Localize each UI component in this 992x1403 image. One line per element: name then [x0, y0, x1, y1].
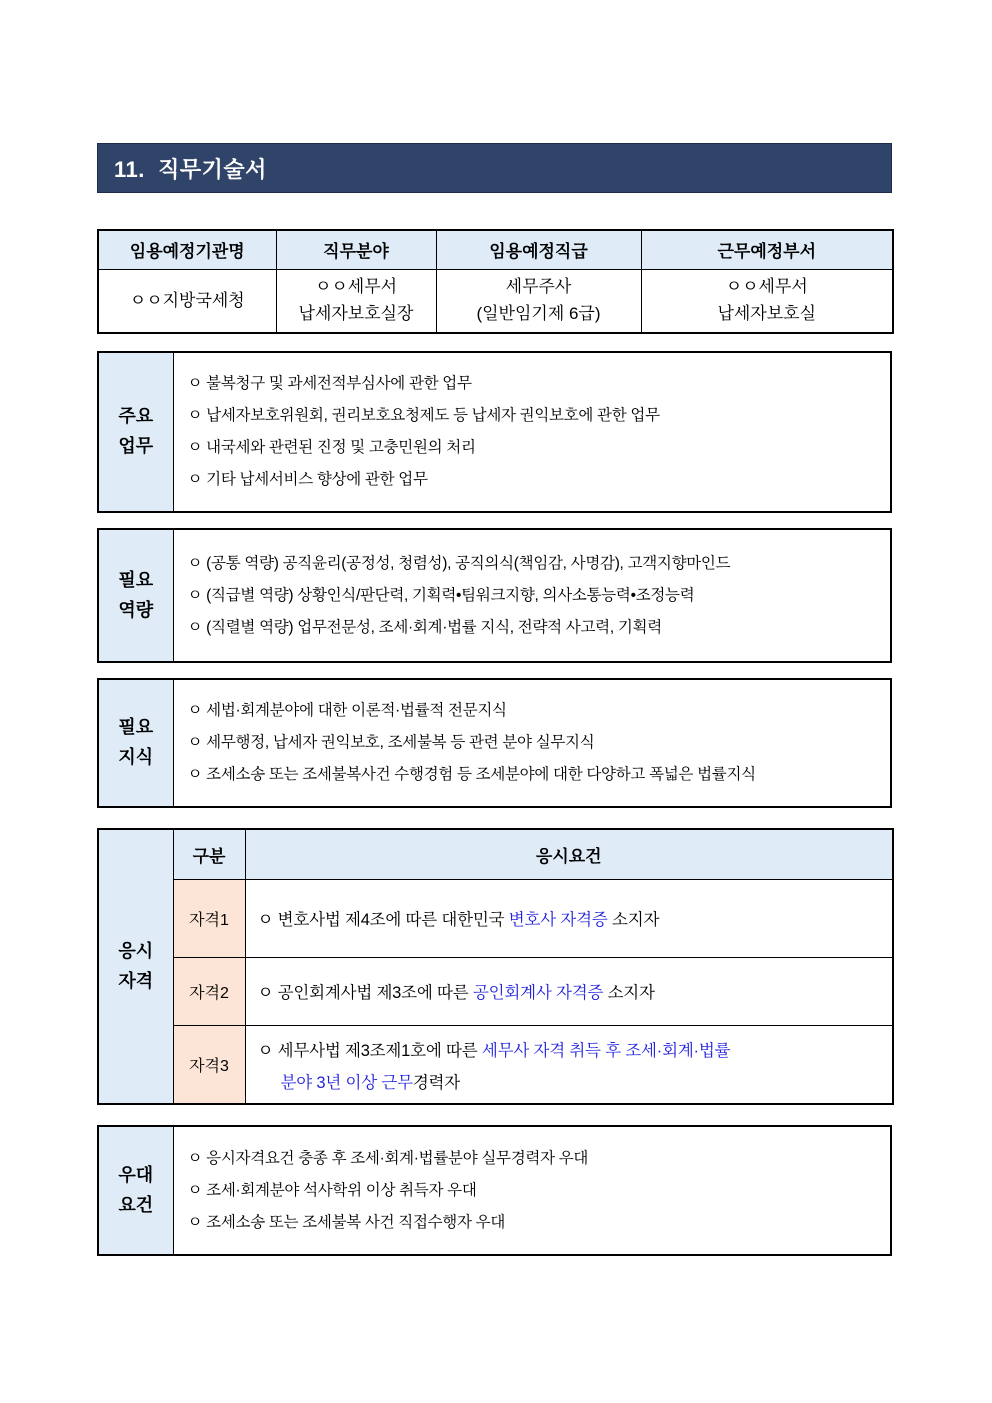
info-cell-department: [641, 269, 893, 333]
main-duties-label: [98, 352, 173, 512]
info-header-row: [98, 230, 893, 269]
preferences-content: [173, 1126, 891, 1255]
info-field-line1: ㅇㅇ세무서: [314, 277, 398, 297]
competencies-label: [98, 529, 173, 662]
req-highlight: 세무사 자격 취득 후 조세·회계·법률: [481, 1042, 731, 1060]
info-header-grade: 임용예정직급: [436, 230, 641, 269]
page-title: 11. 직무기술서: [114, 156, 267, 182]
eligibility-requirement-3: [245, 1025, 893, 1104]
knowledge-label-line1: 필요: [118, 717, 154, 738]
bullet-item: ㅇ (직렬별 역량) 업무전문성, 조세·회계·법률 지식, 전략적 사고력, 기획력: [187, 618, 662, 636]
section-required-competencies: [97, 528, 892, 663]
eligibility-row-1: [98, 879, 893, 957]
req-text: ㅇ 세무사법 제3조제1호에 따른: [257, 1042, 482, 1060]
info-cell-agency: [98, 269, 276, 333]
info-header-agency: 임용예정기관명: [98, 230, 276, 269]
req-text: ㅇ 변호사법 제4조에 따른 대한민국: [257, 911, 509, 929]
bullet-item: ㅇ 조세·회계분야 석사학위 이상 취득자 우대: [187, 1181, 477, 1199]
info-body-row: [98, 269, 893, 333]
eligibility-label-line1: 응시: [118, 940, 154, 961]
info-grade-line2: (일반임기제 6급): [476, 303, 601, 323]
eligibility-col-requirement: 응시요건: [245, 829, 893, 879]
section-preferences: [97, 1125, 892, 1256]
info-grade-line1: 세무주사: [505, 277, 572, 297]
bullet-item: ㅇ 조세소송 또는 조세불복사건 수행경험 등 조세분야에 대한 다양하고 폭넓은 법률지식: [187, 766, 756, 783]
competencies-content: [173, 529, 891, 662]
eligibility-label: [98, 829, 173, 1104]
section-title-bar: [97, 143, 892, 193]
knowledge-label-line2: 지식: [118, 747, 154, 767]
info-table: [97, 229, 894, 334]
req-highlight: 분야 3년 이상 근무: [280, 1074, 413, 1092]
competencies-label-line1: 필요: [118, 569, 154, 590]
info-field-line2: 납세자보호실장: [298, 303, 414, 323]
job-description-document: [97, 143, 892, 1256]
bullet-item: ㅇ (직급별 역량) 상황인식/판단력, 기획력•팀워크지향, 의사소통능력•조정능력: [187, 586, 695, 604]
req-text: ㅇ 공인회계사법 제3조에 따른: [257, 984, 473, 1002]
knowledge-content: [173, 679, 891, 807]
main-duties-label-line2: 업무: [118, 436, 154, 456]
preferences-label: [98, 1126, 173, 1255]
eligibility-row-3: [98, 1025, 893, 1104]
req-text: 소지자: [607, 911, 660, 929]
main-duties-content: [173, 352, 891, 512]
req-text: 경력자: [412, 1074, 461, 1092]
eligibility-header-row: [98, 829, 893, 879]
bullet-item: ㅇ 세법·회계분야에 대한 이론적·법률적 전문지식: [187, 702, 507, 719]
req-line1: [258, 1037, 893, 1061]
eligibility-col-category: 구분: [173, 829, 245, 879]
info-agency-line1: ㅇㅇ지방국세청: [129, 290, 245, 310]
info-header-department: 근무예정부서: [641, 230, 893, 269]
info-cell-field: [276, 269, 436, 333]
eligibility-label-line2: 자격: [118, 970, 154, 991]
eligibility-row-2: [98, 957, 893, 1025]
bullet-item: ㅇ 조세소송 또는 조세불복 사건 직접수행자 우대: [187, 1213, 506, 1231]
bullet-item: ㅇ 납세자보호위원회, 권리보호요청제도 등 납세자 권익보호에 관한 업무: [187, 407, 660, 424]
eligibility-requirement-1: [245, 879, 893, 957]
section-required-knowledge: [97, 678, 892, 808]
knowledge-label: [98, 679, 173, 807]
info-department-line1: ㅇㅇ세무서: [725, 277, 808, 297]
info-header-field: 직무분야: [276, 230, 436, 269]
req-highlight: 변호사 자격증: [508, 911, 608, 929]
req-text: 소지자: [603, 984, 655, 1002]
bullet-item: ㅇ 응시자격요건 충종 후 조세·회계·법률분야 실무경력자 우대: [187, 1149, 589, 1167]
bullet-item: ㅇ 불복청구 및 과세전적부심사에 관한 업무: [187, 375, 472, 392]
req-highlight: 공인회계사 자격증: [472, 984, 604, 1002]
eligibility-category-3: 자격3: [173, 1025, 245, 1104]
bullet-item: ㅇ 내국세와 관련된 진정 및 고충민원의 처리: [187, 439, 476, 456]
main-duties-label-line1: 주요: [118, 406, 154, 427]
preferences-label-line1: 우대: [118, 1164, 154, 1185]
competencies-label-line2: 역량: [118, 599, 154, 620]
preferences-label-line2: 요건: [118, 1194, 154, 1215]
req-line2: [258, 1075, 893, 1092]
eligibility-category-1: 자격1: [173, 879, 245, 957]
info-department-line2: 납세자보호실: [717, 303, 817, 323]
bullet-item: ㅇ (공통 역량) 공직윤리(공정성, 청렴성), 공직의식(책임감, 사명감), 고객지향마인드: [187, 554, 731, 572]
bullet-item: ㅇ 세무행정, 납세자 권익보호, 조세불복 등 관련 분야 실무지식: [187, 734, 595, 751]
bullet-item: ㅇ 기타 납세서비스 향상에 관한 업무: [187, 471, 428, 488]
info-cell-grade: [436, 269, 641, 333]
eligibility-requirement-2: [245, 957, 893, 1025]
section-eligibility: [97, 828, 894, 1105]
section-main-duties: [97, 351, 892, 513]
eligibility-category-2: 자격2: [173, 957, 245, 1025]
